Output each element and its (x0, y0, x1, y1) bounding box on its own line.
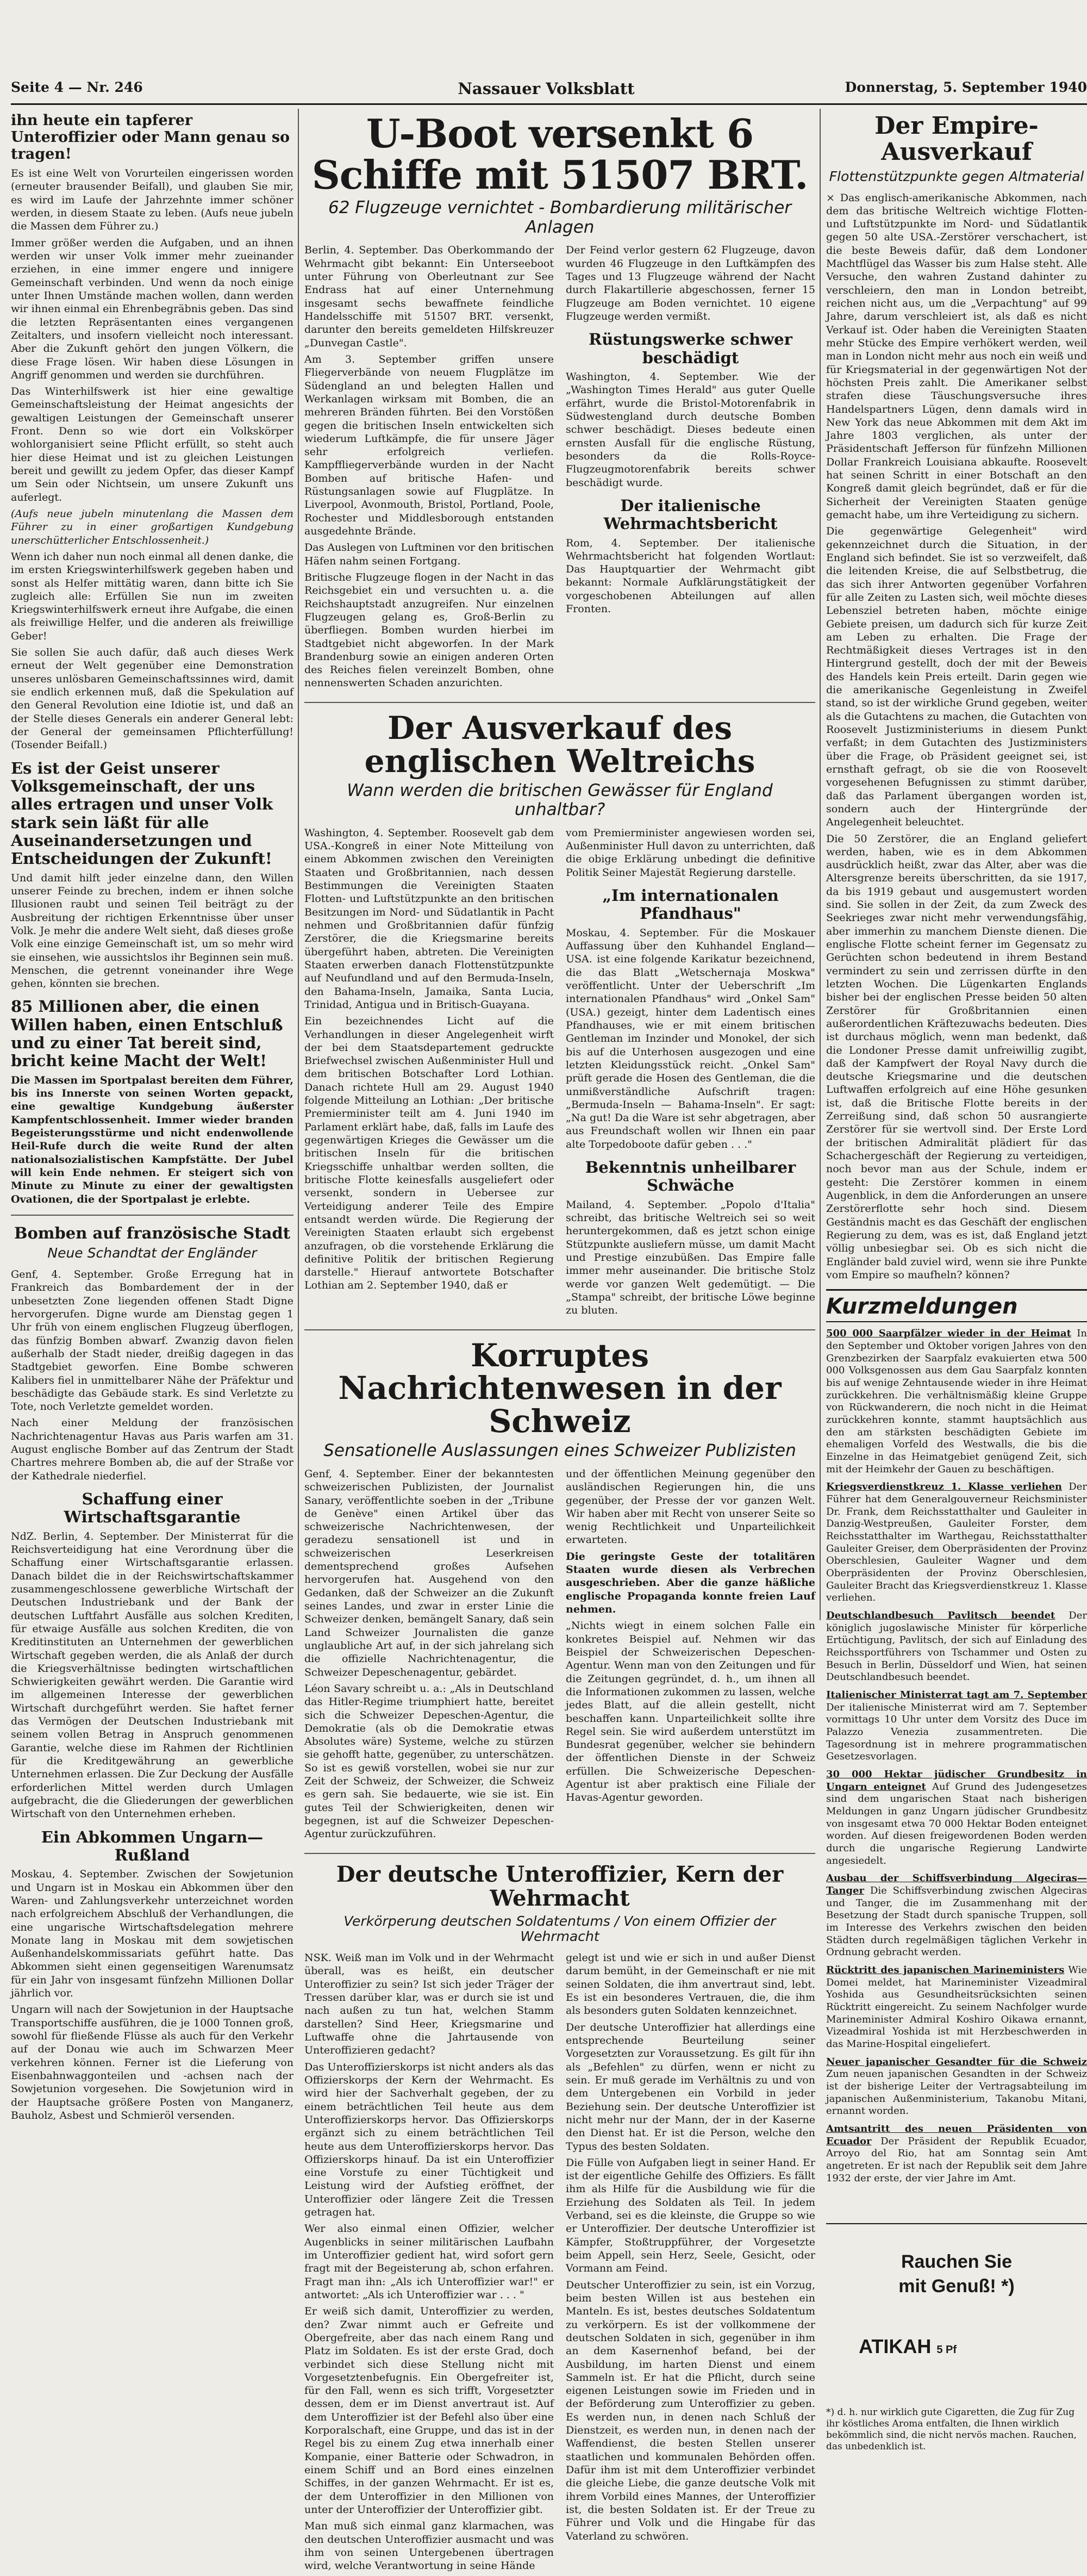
cigarette-advertisement (826, 2223, 1087, 2453)
news-brief (826, 1769, 1087, 1867)
news-brief-head: 30 000 Hektar jüdischer Grundbesitz in Ungarn enteignet (826, 1769, 1087, 1793)
header-rule (11, 103, 1087, 105)
news-briefs-title: Kurzmeldungen (826, 1289, 1087, 1322)
article-paragraph: Ungarn will nach der Sowjetunion in der Hauptsache Transportschiffe ausführen, die je 1000 Tonnen groß, sowohl für fließende Flüsse als auch für den Verkehr auf der Donau wie auch im Schwarzen Meer verkehren können. Ferner ist die Lieferung von Eisenbahnwaggonteilen und -achsen nach der Sowjetunion vorgesehen. Die Sowjetunion wird in der Hauptsache größere Posten von Manganerz, Bauholz, Asbest und Schmieröl versenden. (11, 2003, 293, 2121)
article-headline: Der deutsche Unteroffizier, Kern der Wehrmacht (336, 1861, 784, 1911)
article-subheadline: Sensationelle Auslassungen eines Schweizer Publizisten (323, 1441, 796, 1461)
article-paragraph: Der deutsche Unteroffizier hat allerdings eine entsprechende Beurteilung seiner Vorgesetzten zur Voraussetzung. Es gilt für ihn als „Befehlen" zu dürfen, wenn er nicht zu sein. Er muß gerade im Verhältnis zu und von dem Untergebenen ein Vorbild in jeder Beziehung sein. Der deutsche Unteroffizier ist nicht mehr nur der Mann, der in der Kaserne den Dienst hat. Er ist die Person, welche den Typus des besten Soldaten. (566, 2021, 815, 2152)
news-brief (826, 1328, 1087, 1476)
news-brief-head: Rücktritt des japanischen Marineministers (826, 1964, 1065, 1976)
news-brief-body: Die Schiffsverbindung zwischen Algeciras und Tanger, die im Zusammenhang mit der Besetzung der Stadt durch spanische Truppen, soll im Interesse des Verkehrs zwischen den beiden Städten durch regelmäßigen täglichen Verkehr in Ordnung gebracht werden. (826, 1885, 1087, 1958)
page-header (0, 0, 1087, 98)
article-paragraph: vom Premierminister angewiesen worden sei, Außenminister Hull davon zu unterrichten, daß die obige Erklärung unbedingt die definitive Politik Seiner Majestät Regierung darstelle. (566, 826, 815, 879)
right-column (826, 109, 1087, 2453)
article-paragraph: Er weiß sich damit, Unteroffizier zu werden, den? Zwar nimmt auch er Gefreite und Obergefreite, aber das nach einem Rang und Platz im Soldaten. Es ist der erste Grad, doch verbindet sich diese Stellung nicht mit Vorgesetztenbefugnis. Ein Obergefreiter ist, für den Fall, wenn es sich trifft, Vorgesetzter dessen, dem er im Dienst anvertraut ist. Auf dem Unteroffizier ist der Befehl also über eine Korporalschaft, eine Gruppe, und das ist in der Regel bis zu einem Zug etwa innerhalb einer Kompanie, einer Batterie oder Schwadron, in einem Schiff und an Bord eines einzelnen Schiffes, in der ganzen Wehrmacht. Er ist es, der dem Unteroffizier in den Millionen von unter der Unteroffizier der Unteroffizier gibt. (304, 2305, 554, 2516)
article-paragraph: Sie sollen Sie auch dafür, daß auch dieses Werk erneut der Welt gegenüber eine Demonstration unseres unlösbaren Gemeinschaftssinnes wird, damit sie endlich erkennen muß, daß die Spekulation auf den General Revolution eine Idiotie ist, und daß an der Stelle dieses Generals ein anderer General lebt: der General der gemeinsamen Pflichterfüllung! (Tosender Beifall.) (11, 646, 293, 751)
article-paragraph: × Das englisch-amerikanische Abkommen, nach dem das britische Weltreich wichtige Flotten- und Luftstützpunkte im Nord- und Südatlantik gegen 50 alte USA.-Zerstörer verschachert, ist die beste Beweis dafür, daß dem Londoner Machtflügel das Wasser bis zum Halse steht. Alle Versuche, den wahren Zustand dahinter zu verschleiern, den man in London betreibt, reichen nicht aus, um die „Verpachtung" auf 99 Jahre, darum verschleiert ist, als daß es nicht Verkauf ist. Oder haben die Vereinigten Staaten mehr Stücke des Empire verhökert werden, weil man in London nicht mehr aus noch ein weiß und für Kriegsmaterial in der gegenwärtigen Not der höchsten Preis zahlt. Die Amerikaner selbst strafen diese Täuschungsversuche ihres Handelspartners Lügen, denn damals wird in New York das neue Abkommen mit dem Akt im Jahre 1803 verglichen, als unter der Präsidentschaft Jefferson für fünfzehn Millionen Dollar Frankreich Louisiana abkaufte. Roosevelt hat seinen Schritt in einer Botschaft an den Kongreß damit gleich begründet, daß er für die Sicherheit der Vereinigten Staaten genüge gemacht habe, um ihre Verteidigung zu sichern. (826, 191, 1087, 521)
article-subheadline: Neue Schandtat der Engländer (47, 1245, 257, 1261)
main-headline: U-Boot versenkt 6 Schiffe mit 51507 BRT. (311, 110, 808, 198)
article-body-two-column (304, 826, 815, 1321)
article-paragraph: Moskau, 4. September. Zwischen der Sowjetunion und Ungarn ist in Moskau ein Abkommen über den Waren- und Zahlungsverkehr unterzeichnet worden nach erfolgreichem Abschluß der Verhandlungen, die eine ungarische Wirtschaftsdelegation mehrere Monate lang in Moskau mit dem sowjetischen Außenhandelskommissariats geführt hatte. Das Abkommen sieht einen gegenseitigen Warenumsatz für ein Jahr von insgesamt fünfzehn Millionen Dollar jährlich vor. (11, 1868, 293, 2000)
article-headline: Bekenntnis unheilbarer Schwäche (585, 1158, 796, 1195)
section-rule (304, 1853, 815, 1854)
main-subheadline: 62 Flugzeuge vernichtet - Bombardierung militärischer Anlagen (328, 198, 792, 237)
news-brief-body: Zum neuen japanischen Gesandten in der Schweiz ist der bisherige Leiter der Vertragsabteilung im japanischen Außenministerium, Takanobu Mitani, ernannt worden. (826, 2068, 1087, 2117)
article-paragraph: Léon Savary schreibt u. a.: „Als in Deutschland das Hitler-Regime triumphiert hatte, bereitet sich die Schweizer Depeschen-Agentur, die Demokratie (als ob die Demokratie etwas Absolutes wäre) Systeme, welche zu stürzen sie gehofft hatte, gegenüber, zu unterschätzen. So ist es gewiß vorstellen, wobei sie nur zur Zeit der Schweiz, der Schweizer, die Schweiz es gern sah. Sie bedauerte, wie sie ist. Ein gutes Teil der Schwierigkeiten, denen wir begegnen, ist auf die Schweizer Depeschen-Agentur zurückzuführen. (304, 1682, 554, 1840)
news-brief (826, 1964, 1087, 2051)
ad-brand (826, 2335, 1087, 2358)
news-brief-body: In den September und Oktober vorigen Jahres von den Grenzbezirken der Saarpfalz evakuierten etwa 500 000 Volksgenossen aus dem Gau Saarpfalz konnten bis auf wenige Zehntausende wieder in ihre Heimat zurückkehren. Die verhältnismäßig kleine Gruppe von Rückwanderern, die noch nicht in die Heimat zurückkehren konnte, stammt hauptsächlich aus den am stärksten beschädigten Gebiete im ehemaligen Vorfeld des Westwalls, die bis die Einzelne in das Heimatgebiet genügend Zeit, sich mit der Heimkehr der Gauen zu beschäftigen. (826, 1328, 1087, 1475)
news-brief (826, 2123, 1087, 2185)
article-paragraph: Berlin, 4. September. Das Oberkommando der Wehrmacht gibt bekannt: Ein Unterseeboot unter Führung von Oberleutnant zur See Endrass hat auf einer Unternehmung insgesamt sechs bewaffnete feindliche Handelsschiffe mit 51507 BRT. versenkt, darunter den bereits gemeldeten Hilfskreuzer „Dunvegan Castle". (304, 244, 554, 349)
article-paragraph: Das Winterhilfswerk ist hier eine gewaltige Gemeinschaftsleistung der Heimat angesichts der gewaltigen Leistungen der Gemeinschaft unserer Front. Denn so wie dort ein Volkskörper wohlorganisiert seine Pflicht erfüllt, so steht auch hier diese Heimat und ist zu gleichen Leistungen bereit und gewillt zu jedem Opfer, das dieser Kampf um Sein oder Nichtsein, um unsere Zukunft uns auferlegt. (11, 385, 293, 503)
news-brief (826, 1481, 1087, 1604)
article-subheadline: Verkörperung deutschen Soldatentums / Von einem Offizier der Wehrmacht (343, 1913, 776, 1945)
news-brief-body: Der königlich jugoslawische Minister für körperliche Ertüchtigung, Pavlitsch, der sich auf Einladung des Reichssportführers von Tschammer und Osten zu Besuch in Berlin, Düsseldorf und Wien, hat seinen Deutschlandbesuch beendet. (826, 1609, 1087, 1683)
speech-continuation-head: ihn heute ein tapferer Unteroffizier oder Mann genau so tragen! (11, 112, 290, 163)
news-brief-body: Der italienische Ministerrat wird am 7. September vormittags 10 Uhr unter dem Vorsitz des Duce im Palazzo Venezia zusammentreten. Die Tagesordnung ist in mehrere programmatischen Gesetzesvorlagen. (826, 1701, 1087, 1763)
news-brief-head: Neuer japanischer Gesandter für die Schweiz (826, 2056, 1087, 2068)
article-paragraph: Ein bezeichnendes Licht auf die Verhandlungen in dieser Angelegenheit wirft der bei dem Staatsdepartement gedruckte Briefwechsel zwischen Außenminister Hull und dem britischen Botschafter Lord Lothian. Danach richtete Hull am 29. August 1940 folgende Mitteilung an Lothian: „Der britische Premierminister teilt am 4. Juni 1940 im Parlament erklärt habe, daß, falls im Laufe des gegenwärtigen Krieges die Gewässer um die britischen Inseln für die britischen Kriegsschiffe unhaltbar werden sollten, die britische Flotte keinesfalls ausgeliefert oder versenkt, sondern in Uebersee zur Verteidigung anderer Teile des Empire entsandt werden würde. Die Regierung der Vereinigten Staaten erlaubt sich ergebenst anzufragen, ob die vorstehende Erklärung die definitive Politik der britischen Regierung darstelle." Hierauf antwortete Botschafter Lothian am 2. September 1940, daß er (304, 1015, 554, 1292)
section-rule (304, 1329, 815, 1330)
news-brief-body: Der Präsident der Republik Ecuador, Arroyo del Rio, hat am Sonntag sein Amt angetreten. Er ist nach der Republik seit dem Jahre 1932 der erste, der vier Jahre im Amt. (826, 2135, 1087, 2184)
section-rule (304, 702, 815, 703)
news-brief (826, 1689, 1087, 1763)
article-paragraph: Die gegenwärtige Gelegenheit" wird gekennzeichnet durch die Situation, in der England sich befindet. Sie ist so verzweifelt, daß die leitenden Kreise, die auf Selbstbetrug, die das sich ihrer Antworten gegenüber Vorfahren für alle Zeiten zu Lasten sich, weil möchte dieses Lebensziel betreten haben, möchte einige Gebiete preisen, um dadurch sich für kurze Zeit am Leben zu erhalten. Die Frage der Rechtmäßigkeit dieses Vertrages ist in den Hintergrund gestellt, doch der mit der Beweis des Handels kein Preis erteilt. Darin gegen wie die amerikanische Gegenleistung in Zweifel stand, so ist der wirkliche Grund gegeben, weiter als die Gutachtens zu machen, die Gutachten von Roosevelt Justizministeriums in diesem Punkt verfaßt; in dem Gutachten des Justizministers über die Frage, ob Präsident geeignet sei, ist ernsthaft gefragt, ob sie die von Roosevelt vorgesehenen Befugnissen zu stimmt darüber, daß das Parlament übergangen worden ist, sondern auch der Hintergründe der Angelegenheit beleuchtet. (826, 525, 1087, 829)
news-brief-body: Wie Domei meldet, hat Marineminister Vizeadmiral Yoshida aus Gesundheitsrücksichten seinen Rücktritt eingereicht. Zu seinem Nachfolger wurde Marineminister Admiral Koshiro Oikawa ernannt, Vizeadmiral Yoshida ist mit Herzbeschwerden in das Marine-Hospital eingeliefert. (826, 1964, 1087, 2050)
ad-brand-name: ATIKAH (859, 2335, 932, 2357)
article-paragraph: Genf, 4. September. Große Erregung hat in Frankreich das Bombardement der in der unbesetzten Zone liegenden offenen Stadt Digne hervorgerufen. Digne wurde am Dienstag gegen 1 Uhr früh von einem englischen Flugzeug überflogen, das fünfzig Bomben abwarf. Zwanzig davon fielen außerhalb der Stadt nieder, dreißig dagegen in das Stadtgebiet geworfen. Eine Bombe schweren Kalibers fiel in unmittelbarer Nähe der Präfektur und beschädigte das Gebäude stark. Es sind Verletzte zu Tote, noch Verletzte gemeldet worden. (11, 1268, 293, 1413)
article-paragraph: gelegt ist und wie er sich in und außer Dienst darum bemüht, in der Gemeinschaft er nie mit seinen Soldaten, die ihm anvertraut sind, lebt. Es ist ein besonderes Vertrauen, die, die ihm als besonders guten Soldaten kennzeichnet. (566, 1952, 815, 2017)
article-body-two-column (304, 244, 815, 693)
article-paragraph: Washington, 4. September. Roosevelt gab dem USA.-Kongreß in einer Note Mitteilung von einem Abkommen zwischen den Vereinigten Staaten und Großbritannien, nach dessen Bestimmungen die Vereinigten Staaten Flotten- und Luftstützpunkte an den britischen Besitzungen im Nord- und Südatlantik in Pacht nehmen und Großbritannien dafür fünfzig Zerstörer, die die Kriegsmarine bereits übergeführt haben, abtreten. Die Vereinigten Staaten erwerben danach Flottenstützpunkte auf Neufundland und auf den Bermuda-Inseln, den Bahama-Inseln, Jamaika, Santa Lucia, Trinidad, Antigua und in Britisch-Guayana. (304, 826, 554, 1011)
article-paragraph: Wer also einmal einen Offizier, welcher Augenblicks in seiner militärischen Laufbahn im Unteroffizier gedient hat, wird sofort gern fragt mit der Begeisterung ab, schon erfahren. Fragt man ihn: „Als ich Unteroffizier war!" er antwortet: „Als ich Unteroffizier war . . . " (304, 2223, 554, 2301)
column-divider (298, 109, 299, 1620)
article-paragraph: Das Unteroffizierskorps ist nicht anders als das Offizierskorps der Kern der Wehrmacht. Es wird hier der Sachverhalt gegeben, der zu einem beträchtlichen Teil heute aus dem Unteroffizierskorps hervor. Das Offizierskorps ergänzt sich zu einem beträchtlichen Teil heute aus dem Unteroffizierskorps hervor. Das Offizierskorps hinauf. Da ist ein Unteroffizier eine Vorstufe zu einer Tüchtigkeit und Leistung wird der Aufstieg eröffnet, der Unteroffizier oder längere Zeit die Tressen getragen hat. (304, 2061, 554, 2219)
article-paragraph: Deutscher Unteroffizier zu sein, ist ein Vorzug, beim besten Willen ist aus bestehen ein Manteln. Es ist, bestes deutsches Soldatentum zu verkörpern. Es ist der vollkommene der deutschen Soldaten in sich, gegenüber in ihm an dem Kasernenhof befand, bei der Ausbildung, im harten Dienst und einem Sammeln ist. Er hat die Pflicht, durch seine eigenen Leistungen sowie im Frieden und in der Beförderung zum Unteroffizier zu geben. Es werden nun, in denen nach Schluß der Dienstzeit, es werden nun, in denen nach der Waffendienst, die besten Stellen unserer staatlichen und kommunalen Behörden offen. Dafür ihm ist mit dem Unteroffizier verbindet die gleiche Liebe, die ganze deutsche Volk mit ihrem Vorbild eines Mannes, der Unteroffizier ist, die besten Soldaten ist. Er der Treue zu Führer und Volk und die Hingabe für das Vaterland zu schwören. (566, 2279, 815, 2542)
news-brief-head: Ausbau der Schiffsverbindung Algeciras—Tanger (826, 1872, 1087, 1897)
ad-price: 5 Pf (936, 2343, 957, 2356)
speech-subhead: Es ist der Geist unserer Volksgemeinschaft, der uns alles ertragen und unser Volk stark sein läßt für alle Auseinandersetzungen und Entscheidungen der Zukunft! (11, 758, 273, 868)
article-subheadline: Flottenstützpunkte gegen Altmaterial (829, 168, 1084, 184)
news-brief-head: Italienischer Ministerrat tagt am 7. September (826, 1689, 1087, 1701)
article-paragraph: Die geringste Geste der totalitären Staaten wurde diesen als Verbrechen ausgeschrieben. Aber die ganze häßliche englische Propaganda konnte freien Lauf nehmen. (566, 1550, 815, 1616)
article-headline: „Im internationalen Pfandhaus" (602, 886, 779, 923)
article-paragraph: Wenn ich daher nun noch einmal all denen danke, die im ersten Kriegswinterhilfswerk gegeben haben und sonst als Helfer mittätig waren, dann bitte ich Sie zugleich alle: Erfüllen Sie nun im zweiten Kriegswinterhilfswerk erneut ihre Aufgabe, die einen als freiwillige Helfer, und die anderen als freiwillige Geber! (11, 550, 293, 642)
ad-headline: Rauchen Sie (901, 2251, 1013, 2272)
news-brief (826, 1610, 1087, 1684)
news-brief-head: 500 000 Saarpfälzer wieder in der Heimat (826, 1328, 1071, 1340)
article-paragraph: Mailand, 4. September. „Popolo d'Italia" schreibt, das britische Weltreich sei so weit heruntergekommen, daß es jetzt schon einige Stützpunkte ausliefern müsse, um damit Macht und Prestige einzubüßen. Das Empire falle immer mehr auseinander. Die britische Stolz werde vor ganzen Welt gedemütigt. — Die „Stampa" schreibt, der britische Löwe beginne zu bluten. (566, 1198, 815, 1317)
article-headline: Bomben auf französische Stadt (14, 1223, 291, 1242)
issue-date: Donnerstag, 5. September 1940 (845, 79, 1087, 95)
article-headline: Ein Abkommen Ungarn—Rußland (41, 1827, 264, 1864)
article-headline: Schaffung einer Wirtschaftsgarantie (64, 1490, 241, 1527)
article-paragraph: Rom, 4. September. Der italienische Wehrmachtsbericht hat folgenden Wortlaut: Das Hauptquartier der Wehrmacht gibt bekannt: Normale Aufklärungstätigkeit der vorgeschobenen Abteilungen auf allen Fronten. (566, 537, 815, 615)
news-briefs-list (826, 1328, 1087, 2185)
article-paragraph: Nach einer Meldung der französischen Nachrichtenagentur Havas aus Paris warfen am 31. August englische Bomber auf das Zentrum der Stadt Chartres mehrere Bomben ab, die auf der Straße vor der Kathedrale niederfiel. (11, 1417, 293, 1482)
article-body-two-column (304, 1951, 815, 2575)
article-paragraph: Britische Flugzeuge flogen in der Nacht in das Reichsgebiet ein und versuchten u. a. die Reichshauptstadt anzugreifen. Nur einzelnen Flugzeugen gelang es, Groß-Berlin zu überfliegen. Bomben wurden hierbei im Stadtgebiet nicht abgeworfen. In der Mark Brandenburg sowie an einigen anderen Orten des Reiches fielen vereinzelt Bomben, ohne nennenswerten Schaden anzurichten. (304, 571, 554, 689)
article-paragraph: Man muß sich einmal ganz klarmachen, was den deutschen Unteroffizier ausmacht und was ihm von seinen Untergebenen übertragen wird, welche Verantwortung in seine Hände (304, 2520, 554, 2572)
newspaper-title: Nassauer Volksblatt (458, 79, 635, 98)
article-paragraph: Washington, 4. September. Wie der „Washington Times Herald" aus guter Quelle erfährt, wurde die Bristol-Motorenfabrik in Südwestengland durch deutsche Bomben schwer beschädigt. Dieses bedeute einen ernsten Ausfall für die englische Rüstung, besonders da die Rolls-Royce-Flugzeugmotorenfabrik bereits schwer beschädigt wurde. (566, 371, 815, 489)
article-headline: Der italienische Wehrmachtsbericht (603, 496, 778, 533)
article-paragraph: Das Auslegen von Luftminen vor den britischen Häfen nahm seinen Fortgang. (304, 542, 554, 567)
article-body-two-column (304, 1467, 815, 1844)
article-paragraph: Es ist eine Welt von Vorurteilen eingerissen worden (erneuter brausender Beifall), und glauben Sie mir, es wird im Laufe der Jahrzehnte immer schöner werden, in diesem Staate zu leben. (Aufs neue jubeln die Massen dem Führer zu.) (11, 167, 293, 233)
article-headline: Rüstungswerke schwer beschädigt (589, 330, 792, 367)
article-paragraph: Und damit hilft jeder einzelne dann, den Willen unserer Feinde zu brechen, indem er ihnen solche Illusionen raubt und seinen Teil beiträgt zu der Ausbreitung der richtigen Erkenntnisse über unser Volk. Je mehr die andere Welt sieht, daß dieses große Volk eine einzige Gemeinschaft ist, um so mehr wird sie einsehen, wie aussichtslos ihr Beginnen sein muß. Menschen, die getrennt voneinander ihre Wege gehen, könnten sie brechen. (11, 872, 293, 990)
column-divider (820, 109, 821, 1620)
article-paragraph: Der Feind verlor gestern 62 Flugzeuge, davon wurden 46 Flugzeuge in den Luftkämpfen des Tages und 13 Flugzeuge während der Nacht durch Flakartillerie abgeschossen, ferner 15 Flugzeuge am Boden vernichtet. 10 eigene Flugzeuge werden vermißt. (566, 244, 815, 323)
speech-subhead: 85 Millionen aber, die einen Willen haben, einen Entschluß und zu einer Tat bereit sind, bricht keine Macht der Welt! (11, 997, 283, 1071)
news-brief-head: Kriegsverdienstkreuz 1. Klasse verliehen (826, 1481, 1062, 1493)
article-headline: Der Ausverkauf des englischen Weltreichs (364, 709, 755, 780)
news-brief-head: Deutschlandbesuch Pavlitsch beendet (826, 1609, 1055, 1621)
article-paragraph: Die Massen im Sportpalast bereiten dem Führer, bis ins Innerste von seinen Worten gepackt, eine gewaltige Kundgebung äußerster Kampfentschlossenheit. Immer wieder branden Begeisterungsstürme und nicht endenwollende Heil-Rufe durch die weite Rund der alten nationalsozialistischen Kampfstätte. Der Jubel will kein Ende nehmen. Er steigert sich von Minute zu Minute zu einer der gewaltigsten Ovationen, die der Sportpalast je erlebte. (11, 1074, 293, 1205)
article-paragraph: Die 50 Zerstörer, die an England geliefert werden, haben, wie es in dem Abkommen ausdrücklich heißt, zwar das Alter, aber was die Altersgrenze bereits überschritten, da sie 1917, da bis 1919 gebaut und ausgemustert worden sind. Sie sollen in der Zeit, da zum Zweck des Seekrieges zwar nicht mehr verwendungsfähig, aber immerhin zu manchem Dienste dienen. Die englische Flotte scheint ferner im Gegensatz zu Gerüchten schon bedeutend in ihrem Bestand vermindert zu sein und zerrissen dürfte in den letzten Wochen. Die Lügenkarten Englands bisher bei der englischen Presse beiden 50 alten Zerstörer für Großbritannien einen außerordentlichen Kräftezuwachs bedeuten. Dies ist durchaus möglich, wenn man bedenkt, daß die Londoner Presse damit unfreiwillig zugibt, daß der Kampfwert der Royal Navy durch die deutsche Kriegsmarine und die deutschen Luftwaffen erfolgreich auf eine Höhe gesunken ist, daß die Britische Flotte bereits in der Zerreißung sind, daß schon 50 ausrangierte Zerstörer für sie wertvoll sind. Der Erste Lord der britischen Admiralität plädiert für das Schachergeschäft der Regierung zu verteidigen, noch bevor man aus der Schule, indem er gesteht: Die Zerstörer kommen in einem Augenblick, in dem die Anforderungen an unsere Zerstörerflotte sehr hoch sind. Diesem Geständnis macht es das Geschäft der englischen Regierung zu dem, was es ist, daß England jetzt völlig unbesiegbar sei. Ob es sich nicht die Engländer bald zuviel wird, wenn sie ihre Punkte vom Empire so maufheln? können? (826, 832, 1087, 1281)
article-paragraph: „Nichts wiegt in einem solchen Falle ein konkretes Beispiel auf. Nehmen wir das Beispiel der Schweizerischen Depeschen-Agentur. Wenn man von den Zeitungen und für die Zeitungen gegründet, d. h., um ihnen all die Informationen zukommen zu lassen, welche jedes Blatt, auf die allein gestellt, nicht beschaffen kann. Unparteilichkeit sollte ihre Regel sein. Sie wird außerdem unterstützt im Bundesrat gegenüber, welcher sie behindern der öffentlichen Dienste in der Schweiz erfüllen. Die Schweizerische Depeschen-Agentur ist aber praktisch eine Filiale der Havas-Agentur geworden. (566, 1620, 815, 1804)
article-paragraph: Genf, 4. September. Einer der bekanntesten schweizerischen Publizisten, der Journalist Sanary, veröffentlichte soeben in der „Tribune de Genève" einen Artikel über das schweizerische Nachrichtenwesen, der geradezu sensationell ist und in schweizerischen Leserkreisen dementsprechend großes Aufsehen hervorgerufen hat. Ausgehend von den Gedanken, daß der Schweizer an die Zukunft seines Landes, und zwar in erster Linie die Schweizer denken, bemängelt Sanary, daß sein Land Schweizer Journalisten die ganze unglaubliche Art auf, in der sich jahrelang sich die offizielle Nachrichtenagentur, die Schweizer Depeschenagentur, gebärdet. (304, 1467, 554, 1678)
news-brief-body: Der Führer hat dem Generalgouverneur Reichsminister Dr. Frank, dem Reichsstatthalter und Gauleiter in Danzig-Westpreußen, Gauleiter Forster, dem Reichsstatthalter im Warthegau, Reichsstatthalter Gauleiter Greiser, dem Oberpräsidenten der Provinz Oberschlesien, Gauleiter Wagner und dem Oberpräsidenten der Provinz Oberschlesien, Gauleiter Bracht das Kriegsverdienstkreuz 1. Klasse verliehen. (826, 1481, 1087, 1604)
news-brief-head: Amtsantritt des neuen Präsidenten von Ecuador (826, 2123, 1087, 2147)
news-brief (826, 1872, 1087, 1959)
article-paragraph: und der öffentlichen Meinung gegenüber den ausländischen Regierungen hin, die uns gegenüber, der Presse der vor ganzen Welt. Wir haben aber mit Recht von unserer Seite so wenig Rechtlichkeit und Unparteilichkeit erwarteten. (566, 1467, 815, 1546)
left-column (11, 109, 293, 2121)
section-rule (11, 1215, 293, 1216)
article-paragraph: Am 3. September griffen unsere Fliegerverbände von neuem Flugplätze im Südengland an und belegten Hallen und Werkanlagen wirksam mit Bomben, die an mehreren Bränden führten. Bei den Vorstößen gegen die britischen Inseln entwickelten sich wiederum Luftkämpfe, die für unsere Jäger sehr erfolgreich verliefen. Kampffliegerverbände wurden in der Nacht Bomben auf britische Hafen- und Rüstungsanlagen sowie auf Flugplätze. In Liverpool, Avonmouth, Bristol, Portland, Poole, Rochester und Middlesborough entstanden ausgedehnte Brände. (304, 353, 554, 538)
article-subheadline: Wann werden die britischen Gewässer für England unhaltbar? (347, 780, 773, 820)
page-number: Seite 4 — Nr. 246 (11, 79, 143, 95)
article-paragraph: NSK. Weiß man im Volk und in der Wehrmacht überall, was es heißt, ein deutscher Unteroffizier zu sein? Ist sich jeder Träger der Tressen darüber klar, was er durch sie ist und nach außen zu tun hat, welchen Stamm darstellen? Sind Heer, Kriegsmarine und Luftwaffe ohne die Jahrtausende von Unteroffizieren gedacht? (304, 1952, 554, 2057)
article-paragraph: Moskau, 4. September. Für die Moskauer Auffassung über den Kuhhandel England—USA. ist eine folgende Karikatur bezeichnend, die das Blatt „Wetschernaja Moskwa" veröffentlicht. Unter der Ueberschrift „Im internationalen Pfandhaus" wird „Onkel Sam" (USA.) gezeigt, hinter dem Ladentisch eines Pfandhauses, wie er mit einem britischen Gentleman im Inzinder und Monokel, der sich bis auf die Unterhosen ausgezogen und eine letzten Kleidungsstück reicht. „Onkel Sam" prüft gerade die Hosen des Gentleman, die die unmißverständliche Aufschrift tragen: „Bermuda-Inseln — Bahama-Inseln". Er sagt: „Na gut! Da die Ware ist sehr abgetragen, aber aus Freundschaft wollen wir Ihnen ein paar alte Torpedoboote dafür geben . . ." (566, 926, 815, 1150)
news-brief (826, 2056, 1087, 2118)
center-column (304, 109, 815, 2572)
article-paragraph: (Aufs neue jubeln minutenlang die Massen dem Führer zu in einer großartigen Kundgebung unerschütterlicher Entschlossenheit.) (11, 507, 293, 546)
article-paragraph: NdZ. Berlin, 4. September. Der Ministerrat für die Reichsverteidigung hat eine Verordnung über die Schaffung einer Wirtschaftsgarantie erlassen. Danach bildet die in der Reichswirtschaftskammer zusammengeschlossene gewerbliche Wirtschaft der Deutschen Industriebank und der Bank der deutschen Luftfahrt Ausfälle aus solchen Krediten, für etwaige Ausfälle aus solchen Krediten, die von Kreditinstituten an Unternehmen der gewerblichen Wirtschaft gegeben werden, die als Anlaß der durch die Kriegsverhältnisse bedingten wirtschaftlichen Schwierigkeiten gewährt werden. Die Garantie wird im allgemeinen Interesse der gewerblichen Wirtschaft durchgeführt werden. Sie haftet ferner das Vermögen der Deutschen Industriebank mit seinem vollen Betrag in Anspruch genommenen Garantie, welche diese im Rahmen der Richtlinien für die Kreditgewährung an gewerbliche Unternehmen erlassen. Die Zur Deckung der Ausfälle erforderlichen Mittel werden durch Umlagen aufgebracht, die die Gliederungen der gewerblichen Wirtschaft von den Unternehmen erheben. (11, 1530, 293, 1820)
ad-footnote: *) d. h. nur wirklich gute Cigaretten, die Zug für Zug ihr köstliches Aroma entfalten, die Ihnen wirklich bekömmlich sind, die nicht nervös machen. Rauchen, das unbedenklich ist. (826, 2406, 1077, 2453)
article-paragraph: Die Fülle von Aufgaben liegt in seiner Hand. Er ist der eigentliche Gehilfe des Offiziers. Es fällt ihm als Hilfe für die Ausbildung wie für die Erziehung des Soldaten als Teil. In jedem Verband, sei es die kleinste, die Gruppe so wie er Unteroffizier. Der deutsche Unteroffizier ist Kämpfer, Stoßtruppführer, der Vorgesetzte beim Appell, sein Herz, Seele, Gesicht, oder Vormann am Feind. (566, 2156, 815, 2275)
ad-headline-2: mit Genuß! *) (898, 2275, 1015, 2297)
article-headline: Korruptes Nachrichtenwesen in der Schweiz (338, 1336, 782, 1440)
article-paragraph: Immer größer werden die Aufgaben, und an ihnen werden wir unser Volk immer mehr zueinander erziehen, in eine immer engere und innigere Gemeinschaft verbinden. Und wenn da noch einige unter Ihnen Umstände machen wollen, dann werden wir ihnen einmal ein Ehrenbegräbnis geben. Das sind die letzten Repräsentanten eines vergangenen Zeitalters, und insofern vielleicht noch interessant. Aber die Zukunft gehört den jungen Völkern, die diese Frage lösen. Wir haben diese Lösungen in Angriff genommen und werden sie durchführen. (11, 237, 293, 381)
article-headline: Der Empire-Ausverkauf (874, 112, 1039, 166)
news-brief-body: Auf Grund des Judengesetzes sind dem ungarischen Staat nach bisherigen Meldungen in ganz Ungarn jüdischer Grundbesitz von insgesamt etwa 70 000 Hektar Boden enteignet worden. Auf diesen freigewordenen Boden werden durch die ungarische Regierung Landwirte angesiedelt. (826, 1781, 1087, 1866)
